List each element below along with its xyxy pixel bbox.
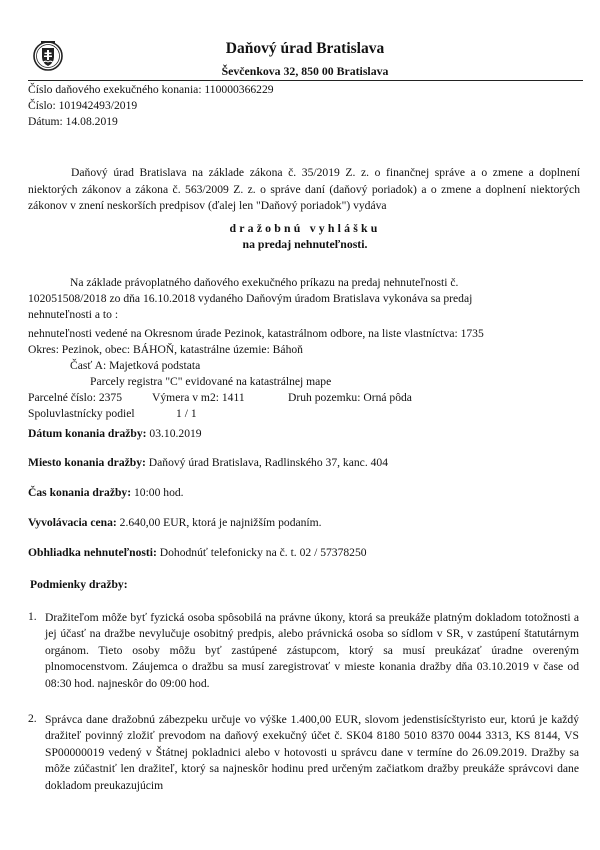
auction-time <box>28 486 184 499</box>
condition-1-number: 1. <box>28 610 37 623</box>
body-line-2: 10205150​8/2018 zo dňa 16.10.2018 vydaného Daňovým úradom Bratislava vykonáva sa predaj <box>28 292 473 305</box>
auction-place <box>28 456 388 469</box>
body-line-5: Okres: Pezinok, obec: BÁHOŇ, katastrálne územie: Báhoň <box>28 343 303 356</box>
document-meta <box>28 82 274 130</box>
body-line-1: Na základe právoplatného daňového exekučného príkazu na predaj nehnuteľnosti č. <box>70 276 459 289</box>
co-ownership-value: 1 / 1 <box>176 407 197 420</box>
conditions-title: Podmienky dražby: <box>30 578 128 591</box>
body-line-4: nehnuteľnosti vedené na Okresnom úrade Pezinok, katastrálnom odbore, na liste vlastníctva: 1735 <box>28 327 484 340</box>
parcel-land-type: Druh pozemku: Orná pôda <box>288 391 412 404</box>
office-name: Daňový úrad Bratislava <box>225 40 385 57</box>
auction-place-label: Miesto konania dražby: <box>28 456 146 469</box>
auction-price-label: Vyvolávacia cena: <box>28 516 117 529</box>
parcel-area: Výmera v m2: 1411 <box>152 391 245 404</box>
auction-date-value: 03.10.2019 <box>146 427 202 440</box>
auction-time-value: 10:00 hod. <box>131 486 184 499</box>
auction-date <box>28 427 202 440</box>
auction-viewing <box>28 546 367 559</box>
auction-price <box>28 516 322 529</box>
auction-viewing-label: Obhliadka nehnuteľnosti: <box>28 546 157 559</box>
document-number: Číslo: 101942493/2019 <box>28 99 138 112</box>
parcel-number: Parcelné číslo: 2375 <box>28 391 123 404</box>
body-line-3: nehnuteľnosti a to : <box>28 308 119 321</box>
auction-viewing-value: Dohodnúť telefonicky na č. t. 02 / 57378250 <box>156 546 367 559</box>
condition-2-number: 2. <box>28 712 37 725</box>
auction-date-label: Dátum konania dražby: <box>28 427 147 440</box>
auction-place-value: Daňový úrad Bratislava, Radlinského 37, kanc. 404 <box>145 456 389 469</box>
body-line-7: Parcely registra "C" evidované na katastrálnej mape <box>90 375 332 388</box>
intro-paragraph: Daňový úrad Bratislava na základe zákona č. 35/2019 Z. z. o finančnej správe a o zmene a doplnení niektorých zákonov a zákona č. 563/2009 Z. z. o správe daní (daňový poriadok) a o zmene a doplnení niektorých zákonov v znení neskorších predpisov (ďalej len "Daňový poriadok") vydáva <box>28 166 580 212</box>
office-address: Ševčenkova 32, 850 00 Bratislava <box>221 64 389 78</box>
condition-1-text: Dražiteľom môže byť fyzická osoba spôsobilá na právne úkony, ktorá sa preukáže platným dokladom totožnosti a jej účasť na dražbe nevylučuje osobitný predpis, alebo právnická osoba so sídlom v SR, v zastúpení štatutárnym orgánom. Tieto osoby môžu byť zastúpené zástupcom, ktorý sa musí preukázať úradne overeným plnomocenstvom. Záujemca o dražbu sa musí zaregistrovať v mieste konania dražby dňa 03.10.2019 v čase od 08:30 hod. najneskôr do 09:00 hod. <box>45 611 579 690</box>
co-ownership-label: Spoluvlastnícky podiel <box>28 407 135 420</box>
decree-subtitle: na predaj nehnuteľnosti. <box>242 237 368 251</box>
document-date: Dátum: 14.08.2019 <box>28 115 118 128</box>
body-line-6: Časť A: Majetková podstata <box>70 359 201 372</box>
auction-price-value: 2.640,00 EUR, ktorá je najnižším podaním. <box>116 516 322 529</box>
decree-title: dražobnú vyhlášku <box>229 221 381 235</box>
case-number: Číslo daňového exekučného konania: 110000366229 <box>28 83 274 96</box>
condition-2-text: Správca dane dražobnú zábezpeku určuje vo výške 1.400,00 EUR, slovom jedenstisícštyristo eur, ktorú je každý dražiteľ povinný zložiť prevodom na daňový exekučný účet č. SK04 8180 5010 8370 0044 3313, KS 8144, VS SP00000019 vedený v Štátnej pokladnici alebo v hotovosti u správcu dane v termíne do 26.09.2019. Dražby sa môže zúčastniť len dražiteľ, ktorý sa najneskôr hodinu pred určeným začiatkom dražby preukáže správcovi dane dokladom preukazujúcim <box>45 713 579 792</box>
header-divider <box>28 80 583 81</box>
auction-time-label: Čas konania dražby: <box>28 486 132 499</box>
